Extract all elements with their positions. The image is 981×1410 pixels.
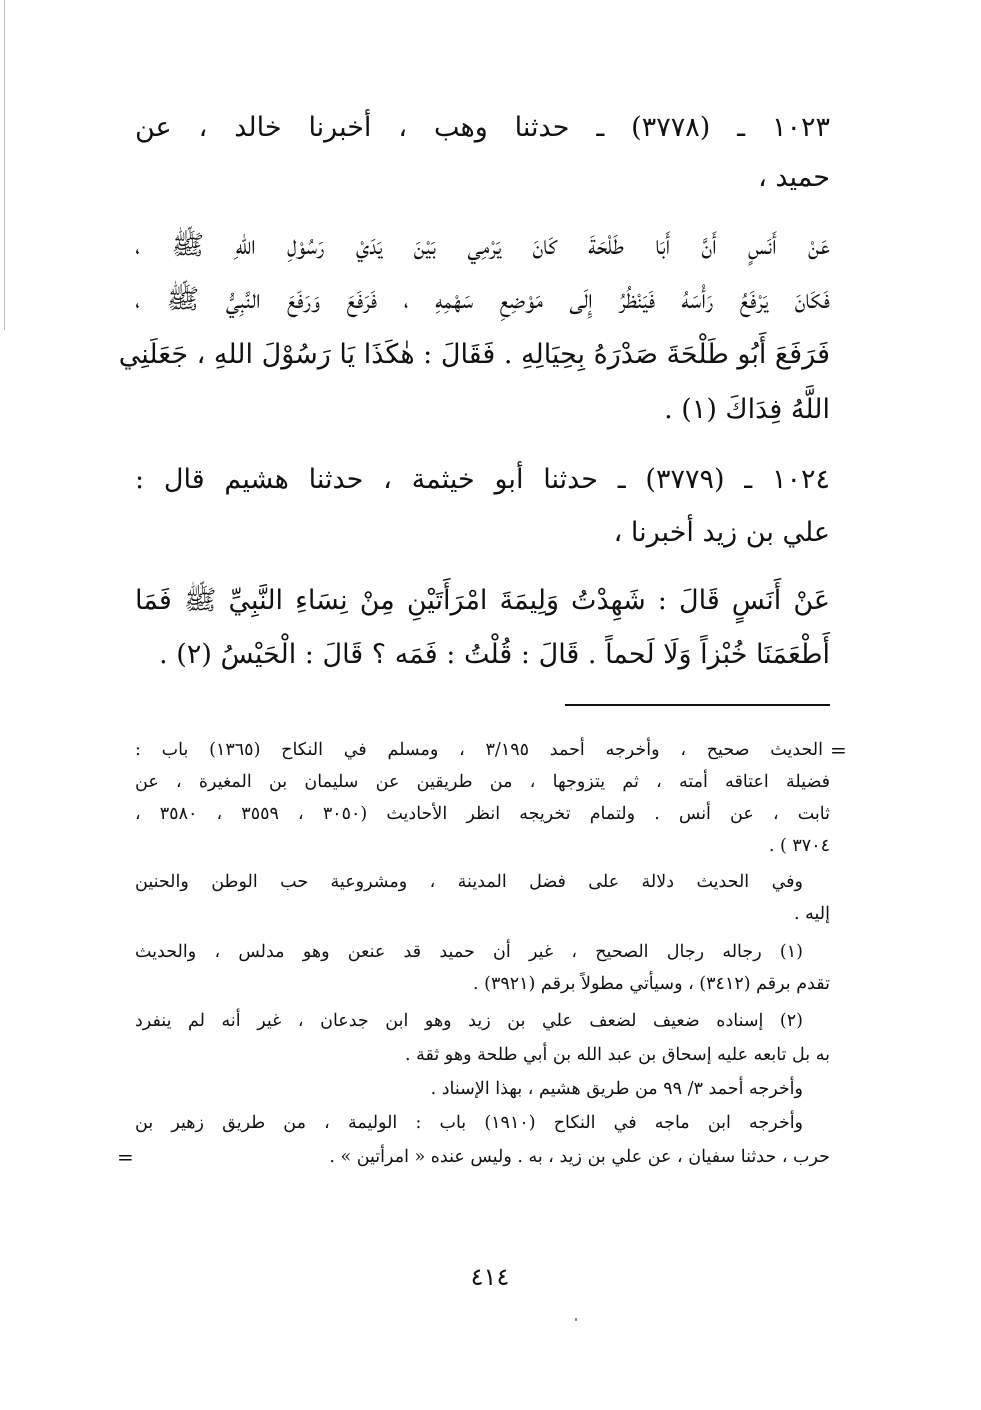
footnote-2-line-3: وأخرجه أحمد ٣/ ٩٩ من طريق هشيم ، بهذا الإسناد . bbox=[430, 1079, 803, 1099]
footnote-next-continuation-mark: = bbox=[117, 1145, 134, 1169]
hadith-1023-isnad-line-1: ١٠٢٣ ـ (٣٧٧٨) ـ حدثنا وهب ، أخبرنا خالد ، عن bbox=[135, 112, 831, 143]
footnote-2-line-1: (٢) إسناده ضعيف لضعف علي بن زيد وهو ابن جدعان ، غير أنه لم ينفرد bbox=[135, 1011, 803, 1031]
footnote-divider bbox=[565, 704, 830, 706]
footnote-previous-line-3: ثابت ، عن أنس . ولتمام تخريجه انظر الأحاديث (٣٠٥٠ ، ٣٥٥٩ ، ٣٥٨٠ ، bbox=[135, 804, 830, 824]
footnote-continuation-mark: = bbox=[830, 738, 847, 762]
footnote-2-line-2: به بل تابعه عليه إسحاق بن عبد الله بن أبي طلحة وهو ثقة . bbox=[405, 1045, 830, 1065]
footnote-2-line-4: وأخرجه ابن ماجه في النكاح (١٩١٠) باب : الوليمة ، من طريق زهير بن bbox=[135, 1113, 804, 1133]
hadith-1024-matn-line-1: عَنْ أَنَسٍ قَالَ : شَهِدْتُ وَلِيمَةَ امْرَأَتَيْنِ مِنْ نِسَاءِ النَّبِيِّ ﷺ فَمَا bbox=[135, 585, 830, 616]
footnote-previous-line-4: ٣٧٠٤ ) . bbox=[768, 836, 830, 856]
hadith-1024-matn-line-2: أَطْعَمَنَا خُبْزاً وَلَا لَحماً . قَالَ : قُلْتُ : فَمَه ؟ قَالَ : الْحَيْسُ (٢) . bbox=[159, 639, 830, 670]
footnote-1-line-1: (١) رجاله رجال الصحيح ، غير أن حميد قد عنعن وهو مدلس ، والحديث bbox=[135, 942, 803, 962]
page-number: ٤١٤ bbox=[470, 1263, 510, 1291]
hadith-1023-isnad-line-2: حميد ، bbox=[758, 162, 830, 193]
footnote-remark-line-2: إليه . bbox=[794, 904, 830, 924]
hadith-1023-matn-line-4: اللَّهُ فِدَاكَ (١) . bbox=[664, 394, 830, 425]
footnote-previous-line-2: فضيلة اعتاقه أمته ، ثم يتزوجها ، من طريقين عن سليمان بن المغيرة ، عن bbox=[135, 772, 830, 792]
footnote-remark-line-1: وفي الحديث دلالة على فضل المدينة ، ومشروعية حب الوطن والحنين bbox=[135, 872, 803, 892]
scan-speck bbox=[575, 1318, 577, 1321]
footnote-2-line-5: حرب ، حدثنا سفيان ، عن علي بن زيد ، به . وليس عنده « امرأتين » . bbox=[329, 1147, 830, 1167]
hadith-1024-isnad-line-2: علي بن زيد أخبرنا ، bbox=[613, 517, 830, 548]
footnote-previous-line-1: الحديث صحيح ، وأخرجه أحمد ٣/١٩٥ ، ومسلم في النكاح (١٣٦٥) باب : bbox=[135, 740, 823, 760]
hadith-1023-matn-line-2: فَكَانَ يَرْفَعُ رَأْسَهُ فَيَنْظُرُ إِلَى مَوْضِعِ سَهْمِهِ ، فَرَفَعَ وَرَفَعَ النَّبِيُّ ﷺ ، bbox=[135, 284, 830, 315]
hadith-1023-matn-line-1: عَنْ أَنَسٍ أَنَّ أَبَا طَلْحَةَ كَانَ يَرْمِي بَيْنَ يَدَيْ رَسُوْلِ اللهِ ﷺ ، bbox=[135, 230, 830, 261]
hadith-1024-isnad-line-1: ١٠٢٤ ـ (٣٧٧٩) ـ حدثنا أبو خيثمة ، حدثنا هشيم قال : bbox=[135, 464, 830, 495]
footnote-1-line-2: تقدم برقم (٣٤١٢) ، وسيأتي مطولاً برقم (٣٩٢١) . bbox=[472, 974, 830, 994]
hadith-1023-matn-line-3: فَرَفَعَ أَبُو طَلْحَةَ صَدْرَهُ بِحِيَالِهِ . فَقَالَ : هٰكَذَا يَا رَسُوْلَ اللهِ ، جَعَلَنِي bbox=[118, 339, 830, 370]
